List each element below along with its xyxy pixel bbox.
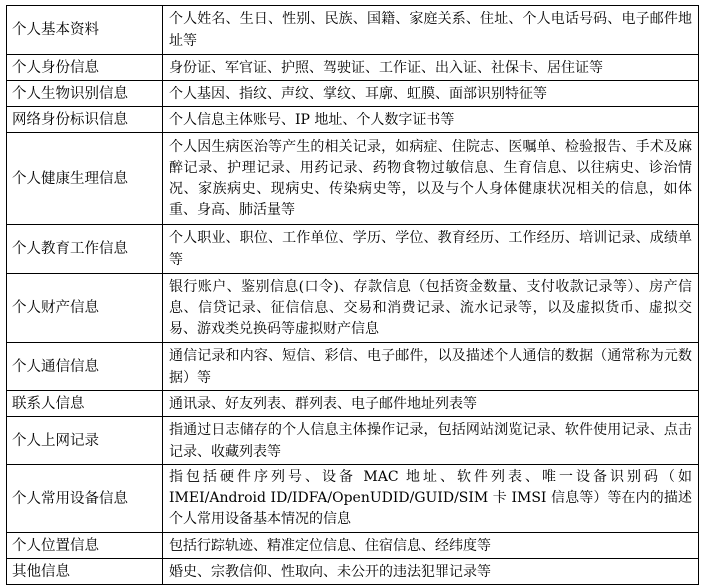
category-cell: 个人位置信息: [7, 533, 163, 559]
category-cell: 个人健康生理信息: [7, 133, 163, 225]
table-row: [7, 533, 699, 559]
table-row: [7, 274, 699, 343]
table-row: [7, 225, 699, 274]
table-row: [7, 107, 699, 133]
personal-info-table: [6, 5, 699, 585]
description-cell: 个人因生病医治等产生的相关记录，如病症、住院志、医嘱单、检验报告、手术及麻醉记录、护理记录、用药记录、药物食物过敏信息、生育信息、以往病史、诊治情况、家族病史、现病史、传染病史等，以及与个人身体健康状况相关的信息，如体重、身高、肺活量等: [163, 133, 699, 225]
category-cell: 联系人信息: [7, 391, 163, 417]
description-cell: 个人姓名、生日、性别、民族、国籍、家庭关系、住址、个人电话号码、电子邮件地址等: [163, 6, 699, 55]
description-cell: 个人基因、指纹、声纹、掌纹、耳廓、虹膜、面部识别特征等: [163, 81, 699, 107]
description-cell: 指通过日志储存的个人信息主体操作记录，包括网站浏览记录、软件使用记录、点击记录、收藏列表等: [163, 417, 699, 465]
table-row: [7, 55, 699, 81]
table-row: [7, 133, 699, 225]
table-row: [7, 559, 699, 585]
table-row: [7, 343, 699, 391]
table-row: [7, 417, 699, 465]
category-cell: 个人上网记录: [7, 417, 163, 465]
category-cell: 个人身份信息: [7, 55, 163, 81]
category-cell: 个人常用设备信息: [7, 465, 163, 533]
description-cell: 包括行踪轨迹、精准定位信息、住宿信息、经纬度等: [163, 533, 699, 559]
description-cell: 婚史、宗教信仰、性取向、未公开的违法犯罪记录等: [163, 559, 699, 585]
description-cell: 银行账户、鉴别信息(口令)、存款信息（包括资金数量、支付收款记录等）、房产信息、信贷记录、征信信息、交易和消费记录、流水记录等，以及虚拟货币、虚拟交易、游戏类兑换码等虚拟财产信息: [163, 274, 699, 343]
description-cell: 个人职业、职位、工作单位、学历、学位、教育经历、工作经历、培训记录、成绩单等: [163, 225, 699, 274]
category-cell: 个人财产信息: [7, 274, 163, 343]
table-row: [7, 81, 699, 107]
category-cell: 个人通信信息: [7, 343, 163, 391]
category-cell: 网络身份标识信息: [7, 107, 163, 133]
category-cell: 个人基本资料: [7, 6, 163, 55]
description-cell: 通讯录、好友列表、群列表、电子邮件地址列表等: [163, 391, 699, 417]
table-row: [7, 465, 699, 533]
category-cell: 其他信息: [7, 559, 163, 585]
table-row: [7, 391, 699, 417]
description-cell: 指包括硬件序列号、设备 MAC 地址、软件列表、唯一设备识别码（如 IMEI/Android ID/IDFA/OpenUDID/GUID/SIM 卡 IMSI 信息等）等在内的描述个人常用设备基本情况的信息: [163, 465, 699, 533]
table-row: [7, 6, 699, 55]
category-cell: 个人教育工作信息: [7, 225, 163, 274]
category-cell: 个人生物识别信息: [7, 81, 163, 107]
description-cell: 身份证、军官证、护照、驾驶证、工作证、出入证、社保卡、居住证等: [163, 55, 699, 81]
description-cell: 个人信息主体账号、IP 地址、个人数字证书等: [163, 107, 699, 133]
description-cell: 通信记录和内容、短信、彩信、电子邮件，以及描述个人通信的数据（通常称为元数据）等: [163, 343, 699, 391]
